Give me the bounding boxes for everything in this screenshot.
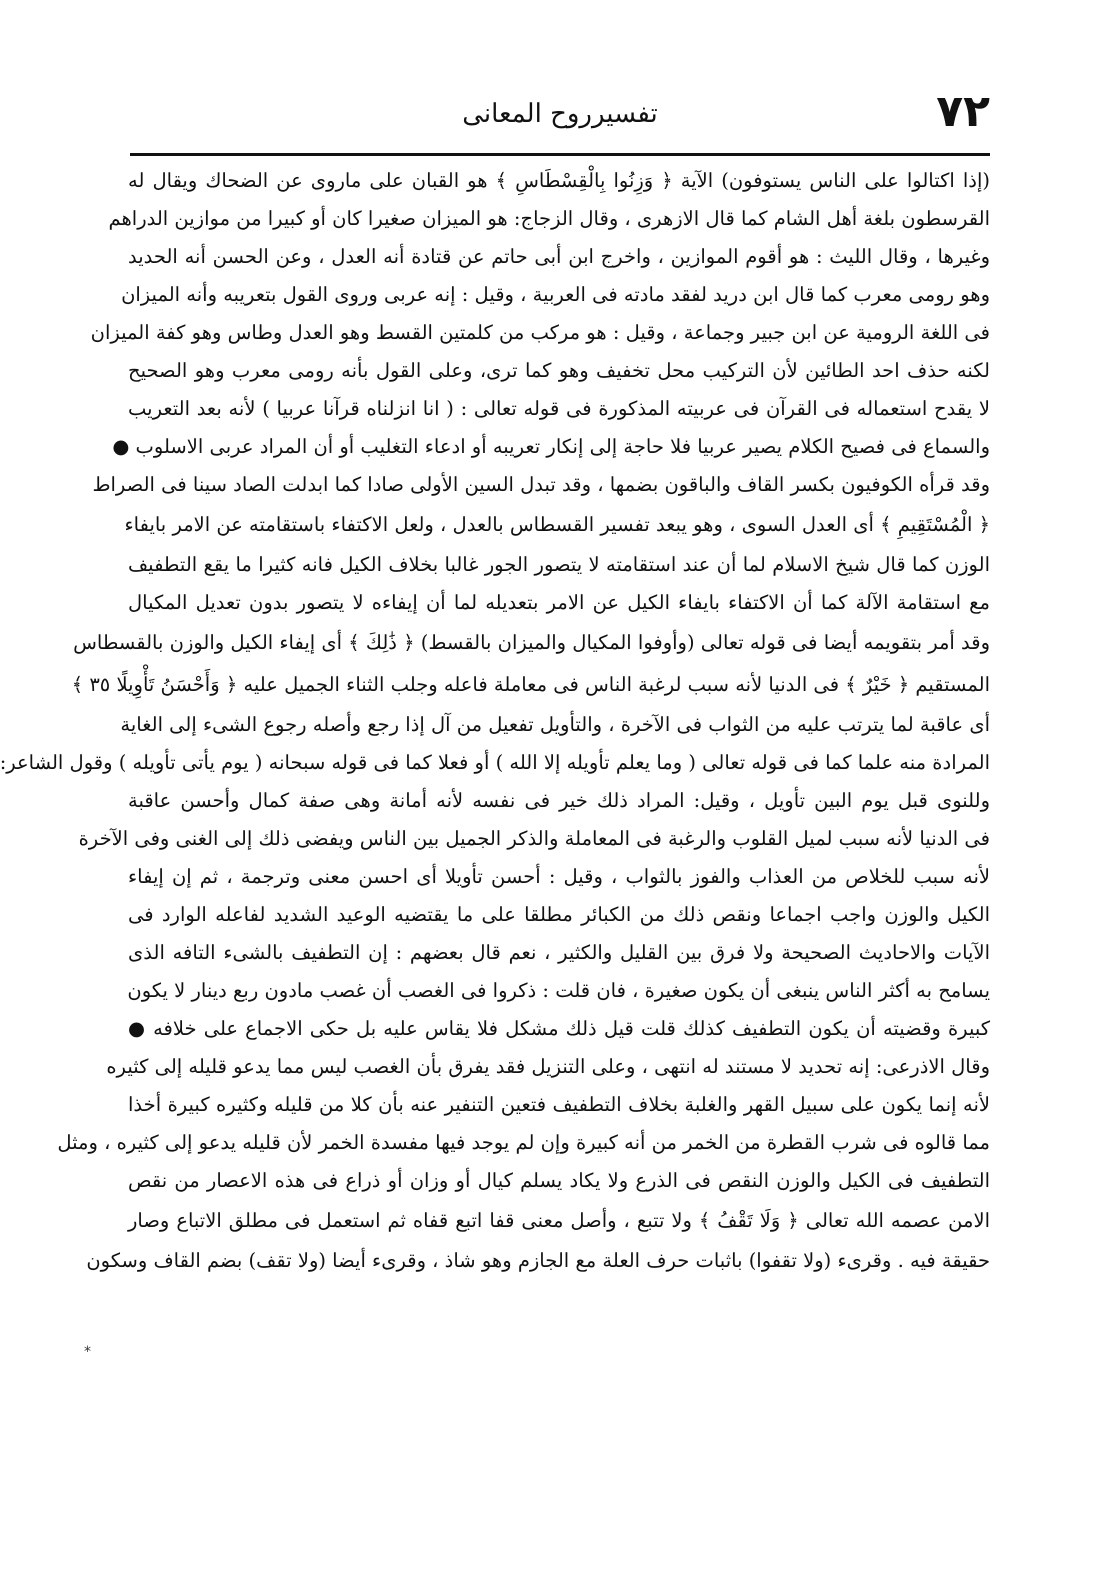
running-title: تفسيرروح المعانى: [462, 99, 658, 129]
text-line: فى اللغة الرومية عن ابن جبير وجماعة ، وقيل : هو مركب من كلمتين القسط وهو العدل وطاس وهو كفة الميزان: [90, 321, 990, 344]
text-line: لكنه حذف احد الطائين لأن التركيب محل تخفيف وهو كما ترى، وعلى القول بأنه رومى معرب وهو الصحيح: [128, 359, 990, 382]
text-line: وهو رومى معرب كما قال ابن دريد لفقد مادته فى العربية ، وقيل : إنه عربى وروى القول بتعريبه وأنه الميزان: [121, 283, 990, 306]
text-line: (إذا اكتالوا على الناس يستوفون) الآية ﴿ وَزِنُوا بِالْقِسْطَاسِ ﴾ هو القبان على ماروى عن الضحاك ويقال له: [128, 169, 990, 192]
text-line: وغيرها ، وقال الليث : هو أقوم الموازين ، واخرج ابن أبى حاتم عن قتادة أنه العدل ، وعن الحسن أنه الحديد: [128, 245, 990, 268]
page-number: ٧٢: [936, 86, 990, 137]
text-line: والسماع فى فصيح الكلام يصير عربيا فلا حاجة إلى إنكار تعريبه أو ادعاء التغليب أو أن المراد عربى الاسلوب ●: [112, 435, 990, 458]
header-divider: [130, 153, 990, 156]
text-line: لأنه إنما يكون على سبيل القهر والغلبة بخلاف التطفيف فتعين التنفير عنه بأن كلا من قليله وكثيره كبيرة أخذا: [128, 1093, 990, 1116]
page-body: [0, 162, 990, 1280]
text-line: الامن عصمه الله تعالى ﴿ وَلَا تَقْفُ ﴾ ولا تتبع ، وأصل معنى قفا اتبع قفاه ثم استعمل فى مطلق الاتباع وصار: [128, 1209, 990, 1232]
text-line: وللنوى قبل يوم البين تأويل ، وقيل: المراد ذلك خير فى نفسه لأنه أمانة وهى صفة كمال وأحسن عاقبة: [128, 789, 990, 812]
margin-mark: *: [84, 1344, 91, 1360]
text-line: الوزن كما قال شيخ الاسلام لما أن عند استقامته لا يتصور الجور غالبا بخلاف الكيل فانه كثيرا ما يقع التطفيف: [128, 553, 990, 576]
text-line: المرادة منه علما كما فى قوله تعالى ( وما يعلم تأويله إلا الله ) أو فعلا كما فى قوله سبحانه ( يوم يأتى تأويله ) وقول الشاعر:: [0, 751, 990, 774]
text-line: أى عاقبة لما يترتب عليه من الثواب فى الآخرة ، والتأويل تفعيل من آل إذا رجع وأصله رجوع الشىء إلى الغاية: [120, 713, 990, 736]
text-line: مع استقامة الآلة كما أن الاكتفاء بايفاء الكيل عن الامر بتعديله لما أن إيفاءه لا يتصور بدون تعديل المكيال: [128, 591, 990, 614]
text-line: حقيقة فيه . وقرىء (ولا تقفوا) باثبات حرف العلة مع الجازم وهو شاذ ، وقرىء أيضا (ولا تقف) بضم القاف وسكون: [86, 1249, 990, 1272]
text-line: القرسطون بلغة أهل الشام كما قال الازهرى ، وقال الزجاج: هو الميزان صغيرا كان أو كبيرا من موازين الدراهم: [108, 207, 990, 230]
text-line: لأنه سبب للخلاص من العذاب والفوز بالثواب ، وقيل : أحسن تأويلا أى احسن معنى وترجمة ، ثم إن إيفاء: [128, 865, 990, 888]
text-line: وقد قرأه الكوفيون بكسر القاف والباقون بضمها ، وقد تبدل السين الأولى صادا كما ابدلت الصاد سينا فى الصراط: [92, 473, 990, 496]
text-line: لا يقدح استعماله فى القرآن فى عربيته المذكورة فى قوله تعالى : ( انا انزلناه قرآنا عربيا ) لأنه بعد التعريب: [128, 397, 990, 420]
text-line: وقد أمر بتقويمه أيضا فى قوله تعالى (وأوفوا المكيال والميزان بالقسط) ﴿ ذَٰلِكَ ﴾ أى إيفاء الكيل والوزن بالقسطاس: [73, 631, 990, 654]
text-line: ﴿ الْمُسْتَقِيمِ ﴾ أى العدل السوى ، وهو يبعد تفسير القسطاس بالعدل ، ولعل الاكتفاء باستقامته عن الامر بايفاء: [124, 513, 990, 536]
text-line: فى الدنيا لأنه سبب لميل القلوب والرغبة فى المعاملة والذكر الجميل بين الناس ويفضى ذلك إلى الغنى وفى الآخرة: [78, 827, 990, 850]
text-line: المستقيم ﴿ خَيْرٌ ﴾ فى الدنيا لأنه سبب لرغبة الناس فى معاملة فاعله وجلب الثناء الجميل عليه ﴿ وَأَحْسَنُ تَأْوِيلًا ٣٥ ﴾: [71, 673, 990, 696]
text-line: وقال الاذرعى: إنه تحديد لا مستند له انتهى ، وعلى التنزيل فقد يفرق بأن الغصب ليس مما يدعو قليله إلى كثيره: [106, 1055, 990, 1078]
text-line: يسامح به أكثر الناس ينبغى أن يكون صغيرة ، فان قلت : ذكروا فى الغصب أن غصب مادون ربع دينار لا يكون: [127, 979, 990, 1002]
text-line: الكيل والوزن واجب اجماعا ونقص ذلك من الكبائر مطلقا على ما يقتضيه الوعيد الشديد لفاعله الوارد فى: [128, 903, 990, 926]
text-line: التطفيف فى الكيل والوزن النقص فى الذرع ولا يكاد يسلم كيال أو وزان أو ذراع فى هذه الاعصار من نقص: [128, 1169, 990, 1192]
text-line: كبيرة وقضيته أن يكون التطفيف كذلك قلت قيل ذلك مشكل فلا يقاس عليه بل حكى الاجماع على خلافه ●: [128, 1017, 990, 1040]
page-header: [130, 86, 990, 152]
text-line: مما قالوه فى شرب القطرة من الخمر من أنه كبيرة وإن لم يوجد فيها مفسدة الخمر لأن قليله يدعو إلى كثيره ، ومثل: [57, 1131, 990, 1154]
text-line: الآيات والاحاديث الصحيحة ولا فرق بين القليل والكثير ، نعم قال بعضهم : إن التطفيف بالشىء التافه الذى: [128, 941, 990, 964]
